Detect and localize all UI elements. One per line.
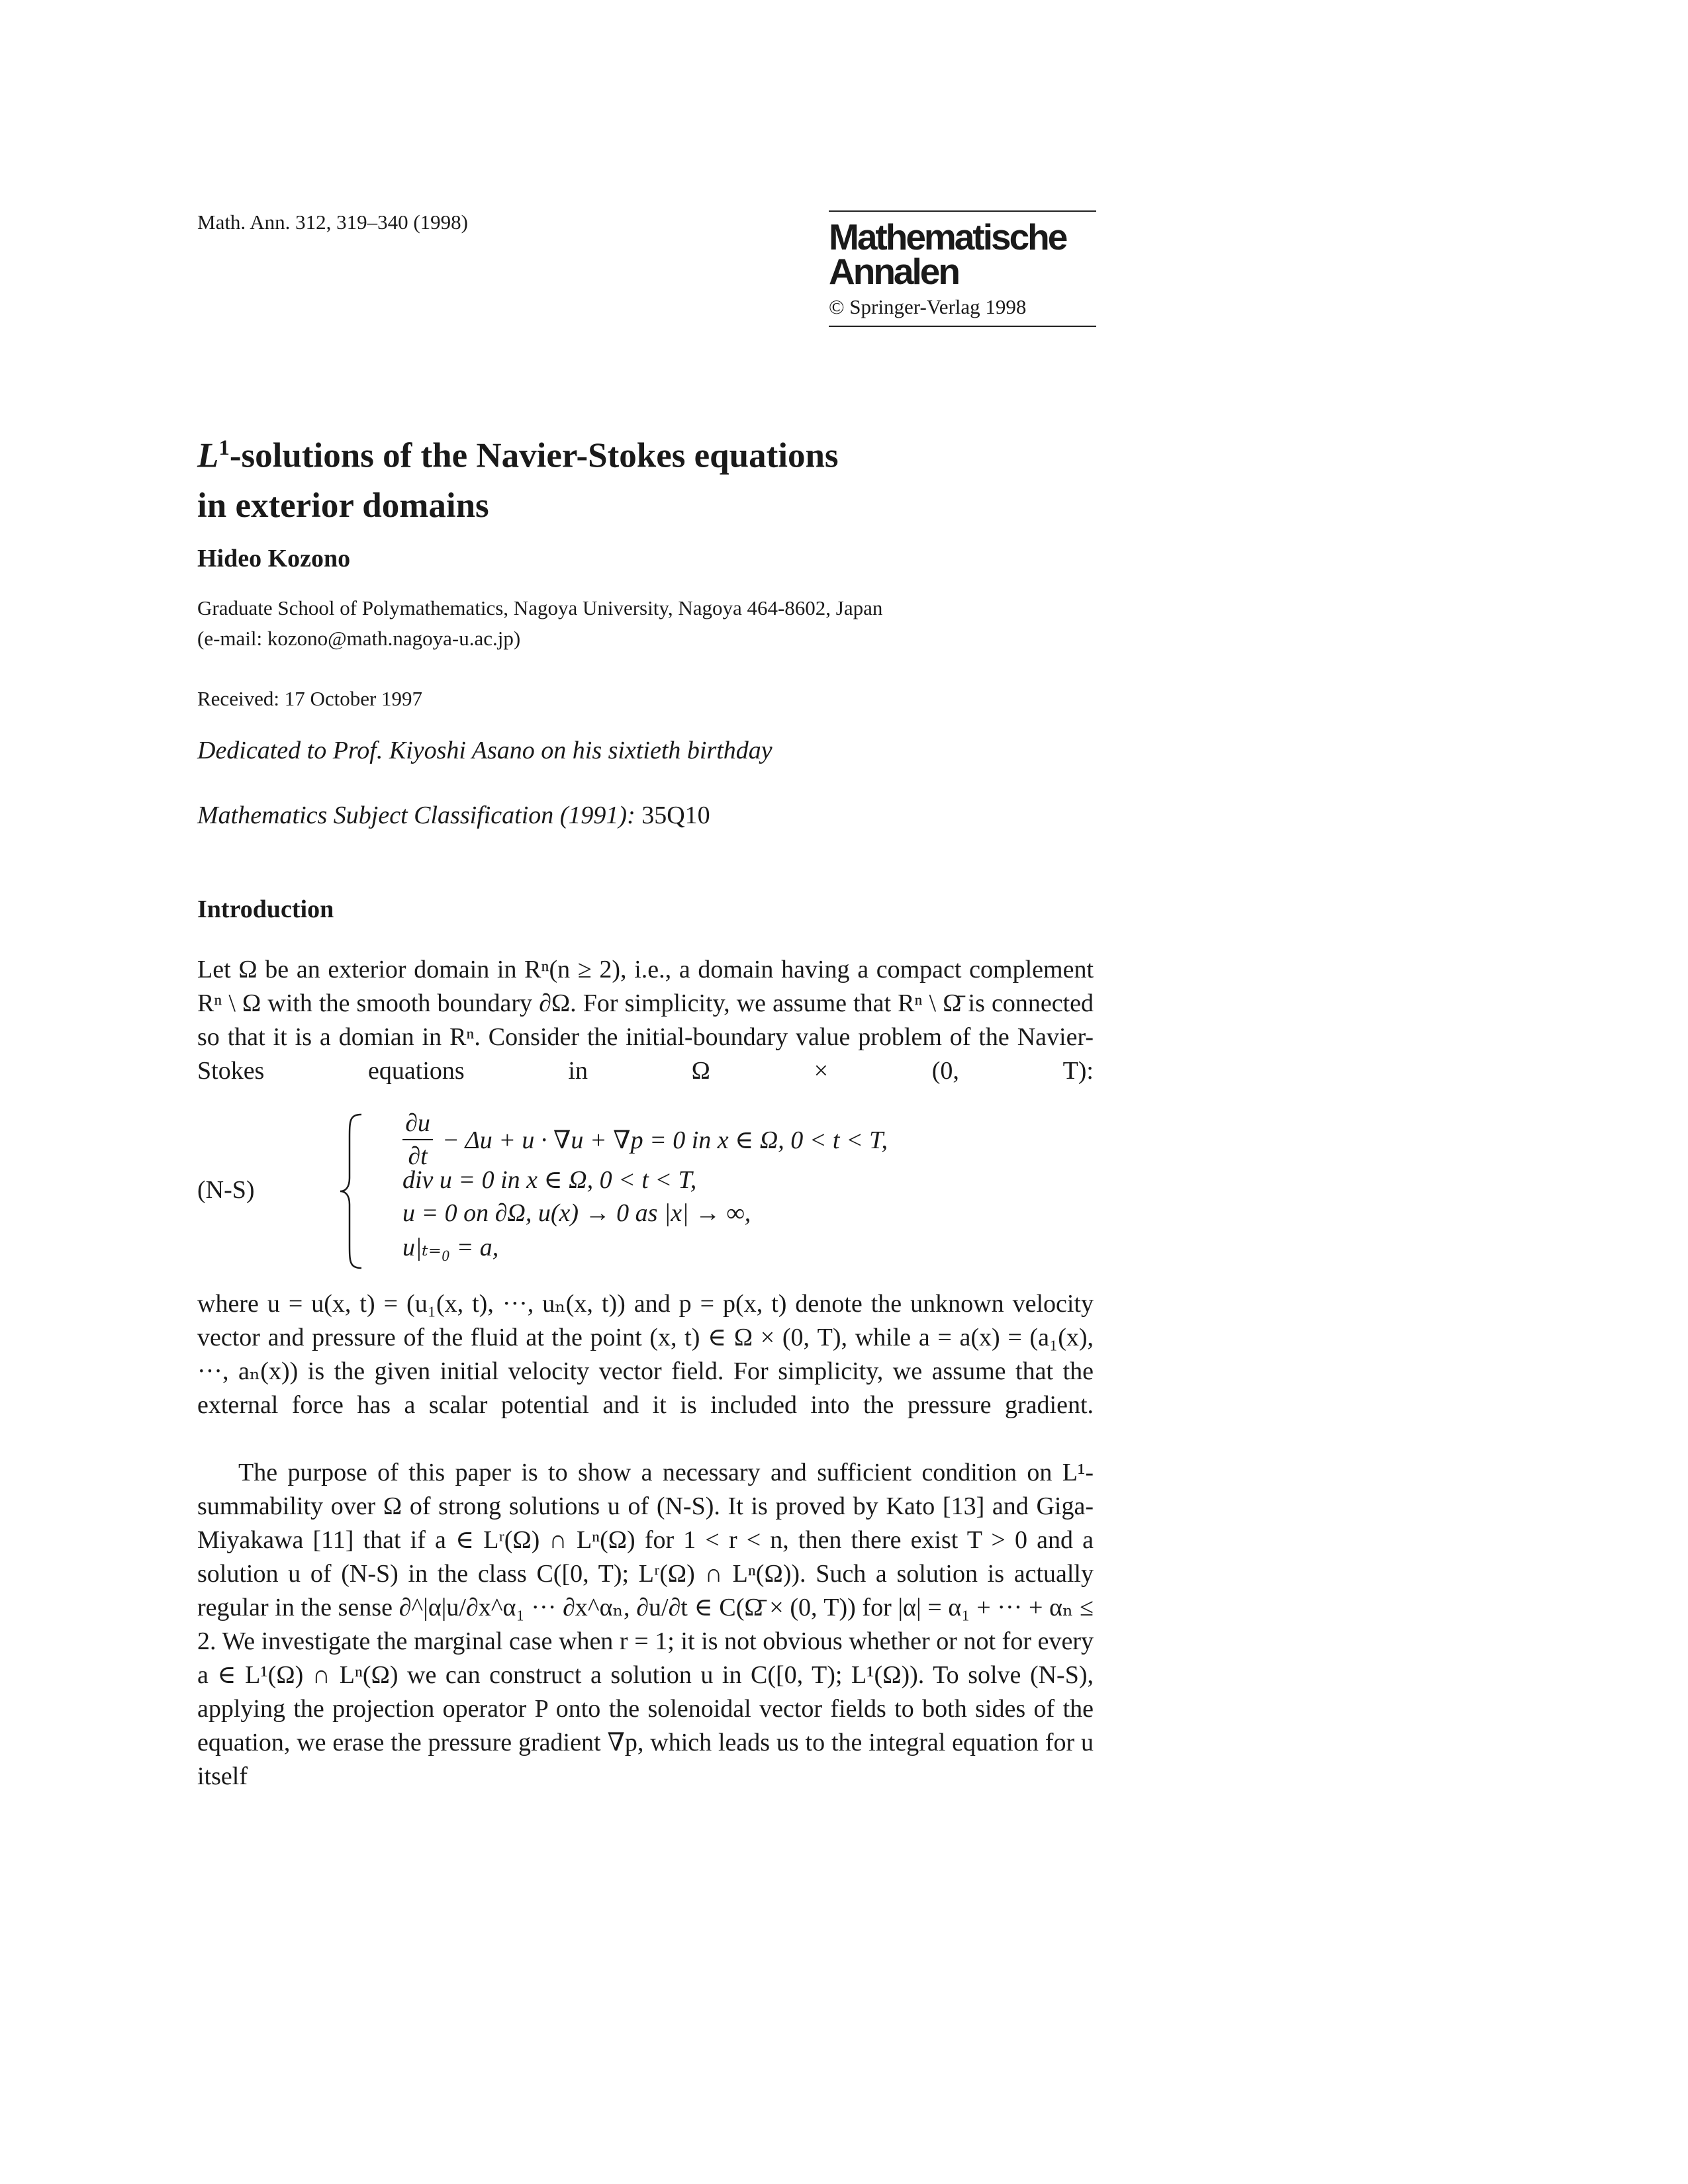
subject-classification <box>197 801 710 830</box>
left-brace-icon <box>338 1112 364 1271</box>
journal-masthead <box>829 210 1096 327</box>
equation-line-4: u|ₜ₌₀ = a, <box>402 1234 499 1261</box>
equation-label: (N-S) <box>197 1176 255 1204</box>
title-math-L: L <box>197 436 219 475</box>
intro-paragraph-1: Let Ω be an exterior domain in Rⁿ(n ≥ 2), i.e., a domain having a compact complement Rⁿ \ Ω with the smooth boundary ∂Ω. For simplicity, we assume that Rⁿ \ Ω̄ is connected so that it is a domian in Rⁿ. Consider the initial-boundary value problem of the Navier-Stokes equations in Ω × (0, T): <box>197 956 1094 1085</box>
equation-line-2: div u = 0 in x ∈ Ω, 0 < t < T, <box>402 1166 697 1194</box>
dedication: Dedicated to Prof. Kiyoshi Asano on his sixtieth birthday <box>197 737 773 764</box>
title-line1: -solutions of the Navier-Stokes equations <box>229 436 839 475</box>
equation-line-3: u = 0 on ∂Ω, u(x) → 0 as |x| → ∞, <box>402 1199 751 1227</box>
paper-title <box>197 424 839 531</box>
received-date: Received: 17 October 1997 <box>197 687 423 710</box>
author-name: Hideo Kozono <box>197 545 351 572</box>
fraction-denominator: ∂t <box>408 1142 428 1170</box>
partial-fraction <box>402 1109 433 1171</box>
title-line2: in exterior domains <box>197 486 489 525</box>
msc-label: Mathematics Subject Classification (1991): <box>197 801 635 829</box>
fraction-numerator: ∂u <box>405 1109 430 1137</box>
intro-paragraph-2: where u = u(x, t) = (u₁(x, t), ···, uₙ(x, t)) and p = p(x, t) denote the unknown velocity vector and pressure of the fluid at the point (x, t) ∈ Ω × (0, T), while a = a(x) = (a₁(x), ···, aₙ(x)) is the given initial velocity vector field. For simplicity, we assume that the external force has a scalar potential and it is included into the pressure gradient. <box>197 1290 1094 1419</box>
title-superscript: 1 <box>218 436 230 460</box>
journal-name-line1: Mathematische <box>829 216 1066 257</box>
equation-line-1: − Δu + u · ∇u + ∇p = 0 in x ∈ Ω, 0 < t < T, <box>442 1126 888 1154</box>
copyright: © Springer-Verlag 1998 <box>829 295 1027 318</box>
author-email: (e-mail: kozono@math.nagoya-u.ac.jp) <box>197 627 521 650</box>
fraction-bar <box>402 1139 433 1140</box>
affiliation-block <box>197 593 882 654</box>
journal-name-line2: Annalen <box>829 251 959 292</box>
msc-value: 35Q10 <box>641 801 710 829</box>
section-heading: Introduction <box>197 895 334 923</box>
affiliation: Graduate School of Polymathematics, Nagoya University, Nagoya 464-8602, Japan <box>197 596 883 619</box>
journal-citation: Math. Ann. 312, 319–340 (1998) <box>197 210 469 234</box>
intro-paragraph-3: The purpose of this paper is to show a necessary and sufficient condition on L¹-summability over Ω of strong solutions u of (N-S). It is proved by Kato [13] and Giga-Miyakawa [11] that if a ∈ Lʳ(Ω) ∩ Lⁿ(Ω) for 1 < r < n, then there exist T > 0 and a solution u of (N-S) in the class C([0, T); Lʳ(Ω) ∩ Lⁿ(Ω)). Such a solution is actually regular in the sense ∂^|α|u/∂x^α₁ ··· ∂x^αₙ, ∂u/∂t ∈ C(Ω̄ × (0, T)) for |α| = α₁ + ··· + αₙ ≤ 2. We investigate the marginal case when r = 1; it is not obvious whether or not for every a ∈ L¹(Ω) ∩ Lⁿ(Ω) we can construct a solution u in C([0, T); L¹(Ω)). To solve (N-S), applying the projection operator P onto the solenoidal vector fields to both sides of the equation, we erase the pressure gradient ∇p, which leads us to the integral equation for u itself <box>197 1459 1094 1790</box>
